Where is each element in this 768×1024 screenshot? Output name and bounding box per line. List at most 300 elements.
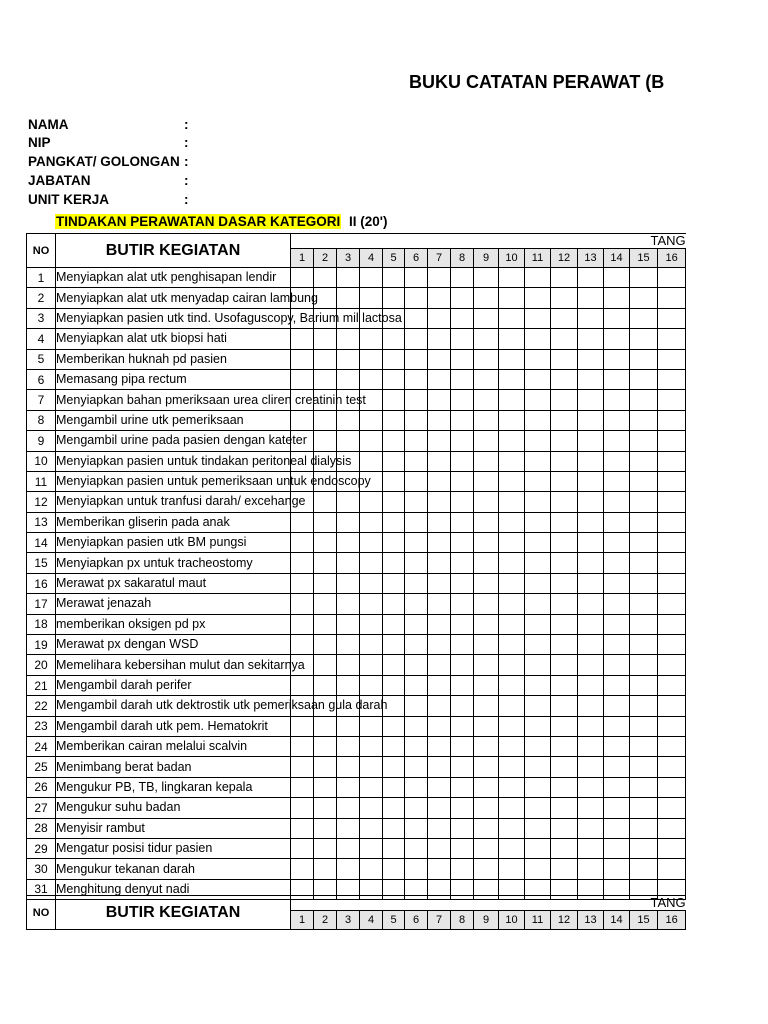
- day-entry-cell[interactable]: [405, 431, 428, 451]
- day-entry-cell[interactable]: [451, 757, 474, 777]
- day-entry-cell[interactable]: [314, 736, 337, 756]
- day-entry-cell[interactable]: [604, 492, 630, 512]
- day-entry-cell[interactable]: [551, 553, 578, 573]
- day-entry-cell[interactable]: [337, 635, 360, 655]
- day-entry-cell[interactable]: [551, 594, 578, 614]
- day-entry-cell[interactable]: [314, 329, 337, 349]
- day-entry-cell[interactable]: [499, 369, 525, 389]
- day-entry-cell[interactable]: [499, 268, 525, 288]
- day-entry-cell[interactable]: [604, 390, 630, 410]
- day-entry-cell[interactable]: [630, 369, 658, 389]
- day-entry-cell[interactable]: [314, 492, 337, 512]
- day-entry-cell[interactable]: [658, 492, 686, 512]
- day-entry-cell[interactable]: [314, 410, 337, 430]
- day-entry-cell[interactable]: [337, 349, 360, 369]
- day-entry-cell[interactable]: [474, 451, 499, 471]
- day-entry-cell[interactable]: [658, 594, 686, 614]
- day-entry-cell[interactable]: [314, 777, 337, 797]
- day-entry-cell[interactable]: [604, 838, 630, 858]
- day-entry-cell[interactable]: [525, 533, 551, 553]
- day-entry-cell[interactable]: [499, 451, 525, 471]
- day-entry-cell[interactable]: [291, 573, 314, 593]
- day-entry-cell[interactable]: [451, 777, 474, 797]
- day-entry-cell[interactable]: [578, 818, 604, 838]
- day-entry-cell[interactable]: [451, 349, 474, 369]
- day-entry-cell[interactable]: [314, 614, 337, 634]
- day-entry-cell[interactable]: [383, 818, 405, 838]
- day-entry-cell[interactable]: [551, 859, 578, 879]
- day-entry-cell[interactable]: [360, 369, 383, 389]
- day-entry-cell[interactable]: [499, 533, 525, 553]
- day-entry-cell[interactable]: [578, 635, 604, 655]
- day-entry-cell[interactable]: [658, 553, 686, 573]
- day-entry-cell[interactable]: [525, 492, 551, 512]
- day-entry-cell[interactable]: [360, 635, 383, 655]
- day-entry-cell[interactable]: [291, 859, 314, 879]
- day-entry-cell[interactable]: [474, 655, 499, 675]
- day-entry-cell[interactable]: [658, 798, 686, 818]
- day-entry-cell[interactable]: [474, 777, 499, 797]
- day-entry-cell[interactable]: [604, 329, 630, 349]
- day-entry-cell[interactable]: [405, 369, 428, 389]
- day-entry-cell[interactable]: [360, 553, 383, 573]
- day-entry-cell[interactable]: [405, 349, 428, 369]
- day-entry-cell[interactable]: [428, 268, 451, 288]
- day-entry-cell[interactable]: [578, 390, 604, 410]
- day-entry-cell[interactable]: [314, 635, 337, 655]
- day-entry-cell[interactable]: [578, 553, 604, 573]
- day-entry-cell[interactable]: [383, 757, 405, 777]
- day-entry-cell[interactable]: [337, 329, 360, 349]
- day-entry-cell[interactable]: [474, 431, 499, 451]
- day-entry-cell[interactable]: [630, 573, 658, 593]
- day-entry-cell[interactable]: [658, 675, 686, 695]
- day-entry-cell[interactable]: [291, 736, 314, 756]
- day-entry-cell[interactable]: [499, 288, 525, 308]
- day-entry-cell[interactable]: [551, 268, 578, 288]
- day-entry-cell[interactable]: [314, 573, 337, 593]
- day-entry-cell[interactable]: [360, 451, 383, 471]
- day-entry-cell[interactable]: [383, 512, 405, 532]
- day-entry-cell[interactable]: [499, 838, 525, 858]
- day-entry-cell[interactable]: [451, 675, 474, 695]
- day-entry-cell[interactable]: [474, 757, 499, 777]
- day-entry-cell[interactable]: [604, 675, 630, 695]
- day-entry-cell[interactable]: [451, 573, 474, 593]
- day-entry-cell[interactable]: [360, 655, 383, 675]
- day-entry-cell[interactable]: [499, 655, 525, 675]
- day-entry-cell[interactable]: [428, 308, 451, 328]
- day-entry-cell[interactable]: [551, 533, 578, 553]
- day-entry-cell[interactable]: [474, 716, 499, 736]
- day-entry-cell[interactable]: [337, 512, 360, 532]
- day-entry-cell[interactable]: [630, 512, 658, 532]
- day-entry-cell[interactable]: [291, 818, 314, 838]
- day-entry-cell[interactable]: [578, 838, 604, 858]
- day-entry-cell[interactable]: [405, 798, 428, 818]
- day-entry-cell[interactable]: [525, 512, 551, 532]
- day-entry-cell[interactable]: [525, 288, 551, 308]
- day-entry-cell[interactable]: [405, 268, 428, 288]
- day-entry-cell[interactable]: [291, 329, 314, 349]
- day-entry-cell[interactable]: [578, 369, 604, 389]
- day-entry-cell[interactable]: [428, 451, 451, 471]
- day-entry-cell[interactable]: [658, 369, 686, 389]
- day-entry-cell[interactable]: [499, 859, 525, 879]
- day-entry-cell[interactable]: [604, 757, 630, 777]
- day-entry-cell[interactable]: [451, 635, 474, 655]
- day-entry-cell[interactable]: [604, 594, 630, 614]
- day-entry-cell[interactable]: [499, 390, 525, 410]
- day-entry-cell[interactable]: [291, 798, 314, 818]
- day-entry-cell[interactable]: [578, 798, 604, 818]
- day-entry-cell[interactable]: [630, 390, 658, 410]
- day-entry-cell[interactable]: [314, 798, 337, 818]
- day-entry-cell[interactable]: [383, 492, 405, 512]
- day-entry-cell[interactable]: [578, 573, 604, 593]
- day-entry-cell[interactable]: [337, 594, 360, 614]
- day-entry-cell[interactable]: [360, 288, 383, 308]
- day-entry-cell[interactable]: [383, 369, 405, 389]
- day-entry-cell[interactable]: [451, 553, 474, 573]
- day-entry-cell[interactable]: [360, 431, 383, 451]
- day-entry-cell[interactable]: [525, 390, 551, 410]
- day-entry-cell[interactable]: [451, 533, 474, 553]
- day-entry-cell[interactable]: [551, 716, 578, 736]
- day-entry-cell[interactable]: [451, 798, 474, 818]
- day-entry-cell[interactable]: [428, 635, 451, 655]
- day-entry-cell[interactable]: [604, 553, 630, 573]
- day-entry-cell[interactable]: [428, 859, 451, 879]
- day-entry-cell[interactable]: [525, 818, 551, 838]
- day-entry-cell[interactable]: [474, 798, 499, 818]
- day-entry-cell[interactable]: [337, 533, 360, 553]
- day-entry-cell[interactable]: [451, 329, 474, 349]
- day-entry-cell[interactable]: [604, 777, 630, 797]
- day-entry-cell[interactable]: [658, 838, 686, 858]
- day-entry-cell[interactable]: [291, 553, 314, 573]
- day-entry-cell[interactable]: [360, 614, 383, 634]
- day-entry-cell[interactable]: [428, 716, 451, 736]
- day-entry-cell[interactable]: [525, 349, 551, 369]
- day-entry-cell[interactable]: [383, 471, 405, 491]
- day-entry-cell[interactable]: [428, 410, 451, 430]
- day-entry-cell[interactable]: [291, 635, 314, 655]
- day-entry-cell[interactable]: [578, 492, 604, 512]
- day-entry-cell[interactable]: [405, 329, 428, 349]
- day-entry-cell[interactable]: [428, 288, 451, 308]
- day-entry-cell[interactable]: [428, 492, 451, 512]
- day-entry-cell[interactable]: [360, 757, 383, 777]
- day-entry-cell[interactable]: [428, 471, 451, 491]
- day-entry-cell[interactable]: [405, 308, 428, 328]
- day-entry-cell[interactable]: [428, 594, 451, 614]
- day-entry-cell[interactable]: [360, 533, 383, 553]
- day-entry-cell[interactable]: [499, 512, 525, 532]
- day-entry-cell[interactable]: [658, 471, 686, 491]
- day-entry-cell[interactable]: [499, 308, 525, 328]
- day-entry-cell[interactable]: [474, 512, 499, 532]
- day-entry-cell[interactable]: [360, 349, 383, 369]
- day-entry-cell[interactable]: [451, 308, 474, 328]
- day-entry-cell[interactable]: [499, 716, 525, 736]
- day-entry-cell[interactable]: [499, 431, 525, 451]
- day-entry-cell[interactable]: [314, 512, 337, 532]
- day-entry-cell[interactable]: [578, 716, 604, 736]
- day-entry-cell[interactable]: [630, 533, 658, 553]
- day-entry-cell[interactable]: [337, 777, 360, 797]
- day-entry-cell[interactable]: [405, 288, 428, 308]
- day-entry-cell[interactable]: [630, 594, 658, 614]
- day-entry-cell[interactable]: [428, 390, 451, 410]
- day-entry-cell[interactable]: [360, 329, 383, 349]
- day-entry-cell[interactable]: [428, 818, 451, 838]
- day-entry-cell[interactable]: [525, 757, 551, 777]
- day-entry-cell[interactable]: [383, 838, 405, 858]
- day-entry-cell[interactable]: [630, 329, 658, 349]
- day-entry-cell[interactable]: [405, 594, 428, 614]
- day-entry-cell[interactable]: [630, 696, 658, 716]
- day-entry-cell[interactable]: [499, 798, 525, 818]
- day-entry-cell[interactable]: [337, 859, 360, 879]
- day-entry-cell[interactable]: [337, 553, 360, 573]
- day-entry-cell[interactable]: [630, 471, 658, 491]
- day-entry-cell[interactable]: [525, 798, 551, 818]
- day-entry-cell[interactable]: [360, 573, 383, 593]
- day-entry-cell[interactable]: [499, 594, 525, 614]
- day-entry-cell[interactable]: [499, 349, 525, 369]
- day-entry-cell[interactable]: [499, 777, 525, 797]
- day-entry-cell[interactable]: [658, 736, 686, 756]
- day-entry-cell[interactable]: [578, 288, 604, 308]
- day-entry-cell[interactable]: [551, 410, 578, 430]
- day-entry-cell[interactable]: [291, 614, 314, 634]
- day-entry-cell[interactable]: [474, 349, 499, 369]
- day-entry-cell[interactable]: [578, 655, 604, 675]
- day-entry-cell[interactable]: [428, 533, 451, 553]
- day-entry-cell[interactable]: [405, 675, 428, 695]
- day-entry-cell[interactable]: [405, 533, 428, 553]
- day-entry-cell[interactable]: [474, 614, 499, 634]
- day-entry-cell[interactable]: [383, 675, 405, 695]
- day-entry-cell[interactable]: [474, 553, 499, 573]
- day-entry-cell[interactable]: [578, 757, 604, 777]
- day-entry-cell[interactable]: [551, 675, 578, 695]
- day-entry-cell[interactable]: [360, 410, 383, 430]
- day-entry-cell[interactable]: [658, 329, 686, 349]
- day-entry-cell[interactable]: [525, 329, 551, 349]
- day-entry-cell[interactable]: [630, 614, 658, 634]
- day-entry-cell[interactable]: [658, 777, 686, 797]
- day-entry-cell[interactable]: [499, 329, 525, 349]
- day-entry-cell[interactable]: [630, 798, 658, 818]
- day-entry-cell[interactable]: [658, 859, 686, 879]
- day-entry-cell[interactable]: [604, 268, 630, 288]
- day-entry-cell[interactable]: [630, 757, 658, 777]
- day-entry-cell[interactable]: [360, 716, 383, 736]
- day-entry-cell[interactable]: [451, 410, 474, 430]
- day-entry-cell[interactable]: [578, 859, 604, 879]
- day-entry-cell[interactable]: [630, 635, 658, 655]
- day-entry-cell[interactable]: [451, 594, 474, 614]
- day-entry-cell[interactable]: [630, 349, 658, 369]
- day-entry-cell[interactable]: [405, 410, 428, 430]
- day-entry-cell[interactable]: [314, 838, 337, 858]
- day-entry-cell[interactable]: [630, 736, 658, 756]
- day-entry-cell[interactable]: [451, 696, 474, 716]
- day-entry-cell[interactable]: [658, 635, 686, 655]
- day-entry-cell[interactable]: [499, 818, 525, 838]
- day-entry-cell[interactable]: [405, 471, 428, 491]
- day-entry-cell[interactable]: [383, 329, 405, 349]
- day-entry-cell[interactable]: [578, 512, 604, 532]
- day-entry-cell[interactable]: [658, 818, 686, 838]
- day-entry-cell[interactable]: [658, 288, 686, 308]
- day-entry-cell[interactable]: [630, 655, 658, 675]
- day-entry-cell[interactable]: [499, 614, 525, 634]
- day-entry-cell[interactable]: [383, 349, 405, 369]
- day-entry-cell[interactable]: [405, 553, 428, 573]
- day-entry-cell[interactable]: [578, 533, 604, 553]
- day-entry-cell[interactable]: [383, 410, 405, 430]
- day-entry-cell[interactable]: [337, 838, 360, 858]
- day-entry-cell[interactable]: [551, 492, 578, 512]
- day-entry-cell[interactable]: [451, 512, 474, 532]
- day-entry-cell[interactable]: [474, 329, 499, 349]
- day-entry-cell[interactable]: [499, 573, 525, 593]
- day-entry-cell[interactable]: [360, 798, 383, 818]
- day-entry-cell[interactable]: [630, 859, 658, 879]
- day-entry-cell[interactable]: [314, 533, 337, 553]
- day-entry-cell[interactable]: [578, 614, 604, 634]
- day-entry-cell[interactable]: [383, 655, 405, 675]
- day-entry-cell[interactable]: [525, 573, 551, 593]
- day-entry-cell[interactable]: [360, 594, 383, 614]
- day-entry-cell[interactable]: [499, 492, 525, 512]
- day-entry-cell[interactable]: [405, 451, 428, 471]
- day-entry-cell[interactable]: [578, 777, 604, 797]
- day-entry-cell[interactable]: [405, 655, 428, 675]
- day-entry-cell[interactable]: [428, 696, 451, 716]
- day-entry-cell[interactable]: [578, 451, 604, 471]
- day-entry-cell[interactable]: [525, 369, 551, 389]
- day-entry-cell[interactable]: [428, 369, 451, 389]
- day-entry-cell[interactable]: [405, 777, 428, 797]
- day-entry-cell[interactable]: [428, 838, 451, 858]
- day-entry-cell[interactable]: [474, 635, 499, 655]
- day-entry-cell[interactable]: [604, 288, 630, 308]
- day-entry-cell[interactable]: [658, 512, 686, 532]
- day-entry-cell[interactable]: [630, 288, 658, 308]
- day-entry-cell[interactable]: [474, 410, 499, 430]
- day-entry-cell[interactable]: [428, 553, 451, 573]
- day-entry-cell[interactable]: [474, 288, 499, 308]
- day-entry-cell[interactable]: [337, 798, 360, 818]
- day-entry-cell[interactable]: [337, 655, 360, 675]
- day-entry-cell[interactable]: [314, 859, 337, 879]
- day-entry-cell[interactable]: [630, 818, 658, 838]
- day-entry-cell[interactable]: [551, 512, 578, 532]
- day-entry-cell[interactable]: [405, 696, 428, 716]
- day-entry-cell[interactable]: [428, 349, 451, 369]
- day-entry-cell[interactable]: [474, 696, 499, 716]
- day-entry-cell[interactable]: [314, 818, 337, 838]
- day-entry-cell[interactable]: [405, 573, 428, 593]
- day-entry-cell[interactable]: [337, 492, 360, 512]
- day-entry-cell[interactable]: [525, 655, 551, 675]
- day-entry-cell[interactable]: [337, 573, 360, 593]
- day-entry-cell[interactable]: [578, 329, 604, 349]
- day-entry-cell[interactable]: [658, 268, 686, 288]
- day-entry-cell[interactable]: [291, 757, 314, 777]
- day-entry-cell[interactable]: [604, 736, 630, 756]
- day-entry-cell[interactable]: [658, 410, 686, 430]
- day-entry-cell[interactable]: [451, 390, 474, 410]
- day-entry-cell[interactable]: [578, 268, 604, 288]
- day-entry-cell[interactable]: [383, 533, 405, 553]
- day-entry-cell[interactable]: [551, 757, 578, 777]
- day-entry-cell[interactable]: [604, 431, 630, 451]
- day-entry-cell[interactable]: [405, 757, 428, 777]
- day-entry-cell[interactable]: [525, 716, 551, 736]
- day-entry-cell[interactable]: [451, 431, 474, 451]
- day-entry-cell[interactable]: [360, 675, 383, 695]
- day-entry-cell[interactable]: [451, 716, 474, 736]
- day-entry-cell[interactable]: [604, 349, 630, 369]
- day-entry-cell[interactable]: [291, 777, 314, 797]
- day-entry-cell[interactable]: [551, 736, 578, 756]
- day-entry-cell[interactable]: [551, 614, 578, 634]
- day-entry-cell[interactable]: [474, 675, 499, 695]
- day-entry-cell[interactable]: [551, 655, 578, 675]
- day-entry-cell[interactable]: [474, 308, 499, 328]
- day-entry-cell[interactable]: [337, 614, 360, 634]
- day-entry-cell[interactable]: [474, 736, 499, 756]
- day-entry-cell[interactable]: [525, 410, 551, 430]
- day-entry-cell[interactable]: [337, 757, 360, 777]
- day-entry-cell[interactable]: [451, 736, 474, 756]
- day-entry-cell[interactable]: [630, 675, 658, 695]
- day-entry-cell[interactable]: [551, 308, 578, 328]
- day-entry-cell[interactable]: [499, 757, 525, 777]
- day-entry-cell[interactable]: [337, 288, 360, 308]
- day-entry-cell[interactable]: [604, 696, 630, 716]
- day-entry-cell[interactable]: [360, 818, 383, 838]
- day-entry-cell[interactable]: [630, 451, 658, 471]
- day-entry-cell[interactable]: [428, 655, 451, 675]
- day-entry-cell[interactable]: [314, 431, 337, 451]
- day-entry-cell[interactable]: [525, 614, 551, 634]
- day-entry-cell[interactable]: [337, 431, 360, 451]
- day-entry-cell[interactable]: [604, 512, 630, 532]
- day-entry-cell[interactable]: [604, 635, 630, 655]
- day-entry-cell[interactable]: [525, 838, 551, 858]
- day-entry-cell[interactable]: [525, 777, 551, 797]
- day-entry-cell[interactable]: [525, 859, 551, 879]
- day-entry-cell[interactable]: [314, 349, 337, 369]
- day-entry-cell[interactable]: [630, 492, 658, 512]
- day-entry-cell[interactable]: [525, 553, 551, 573]
- day-entry-cell[interactable]: [658, 349, 686, 369]
- day-entry-cell[interactable]: [551, 696, 578, 716]
- day-entry-cell[interactable]: [525, 471, 551, 491]
- day-entry-cell[interactable]: [604, 818, 630, 838]
- day-entry-cell[interactable]: [405, 492, 428, 512]
- day-entry-cell[interactable]: [314, 268, 337, 288]
- day-entry-cell[interactable]: [314, 716, 337, 736]
- day-entry-cell[interactable]: [551, 369, 578, 389]
- day-entry-cell[interactable]: [630, 777, 658, 797]
